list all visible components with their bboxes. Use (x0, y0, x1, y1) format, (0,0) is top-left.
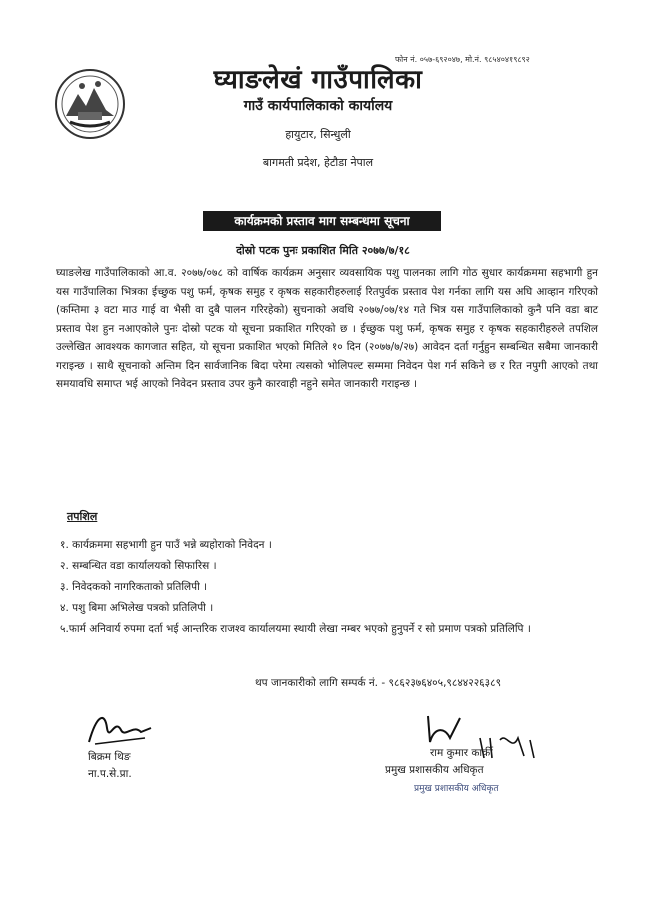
left-signer-title: ना.प.से.प्रा. (88, 768, 132, 780)
nepal-emblem-logo (52, 66, 128, 140)
list-item: १. कार्यक्रममा सहभागी हुन पाउँ भन्ने ब्यहोराको निवेदन । (60, 539, 272, 551)
contact-numbers: फोन नं. ०५७-६९२०४७, मो.नं. ९८५४०४१९८९२ (395, 55, 530, 64)
notice-body: घ्याङलेख गाउँपालिकाको आ.व. २०७७/०७८ को वार्षिक कार्यक्रम अनुसार व्यवसायिक पशु पालनका लागि गोठ सुधार कार्यक्रममा सहभागी हुन यस गाउँपालिका भित्रका ईच्छुक पशु फर्म, कृषक समुह र कृषक सहकारीहरुलाई रितपुर्वक प्रस्ताव पेश गर्नका लागि यस अघि आव्हान गरिएको (कम्तिमा ३ वटा माउ गाई वा भैसी वा दुबै पालन गरिरहेको) सुचनाको अवधि २०७७/०७/१४ गते भित्र यस गाउँपालिकाको कुनै पनि वडा बाट प्रस्ताव पेश हुन नआएकोले पुनः दोस्रो पटक यो सूचना प्रकाशित गरिएको छ । ईच्छुक पशु फर्म, कृषक समुह र कृषक सहकारीहरुले तपशिल उल्लेखित आवश्यक कागजात सहित, यो सूचना प्रकाशित भएको मितिले १० दिन (२०७७/७/२७) आवेदन दर्ता गर्नुहुन सम्बन्धित सबैमा जानकारी गराइन्छ । साथै सूचनाको अन्तिम दिन सार्वजानिक बिदा परेमा त्यसको भोलिपल्ट सम्ममा निवेदन पेश गर्न सकिने छ र रित नपुगी आएको तथा समयावधि समाप्त भई आएको निवेदन प्रस्ताव उपर कुनै कारवाही नहुने समेत जानकारी गराइन्छ । (56, 267, 598, 390)
list-item: ३. निवेदकको नागरिकताको प्रतिलिपी । (60, 581, 208, 593)
office-address: हायुटार, सिन्धुली (285, 128, 351, 141)
office-province: बागमती प्रदेश, हेटौडा नेपाल (262, 156, 374, 169)
left-signature (85, 708, 155, 748)
left-signer-name: बिक्रम थिङ (88, 751, 131, 763)
republish-date: दोस्रो पटक पुनः प्रकाशित मिति २०७७/७/१८ (236, 244, 410, 257)
details-list (60, 535, 600, 640)
right-signer-name: राम कुमार कार्की (430, 747, 493, 759)
office-subtitle: गाउँ कार्यपालिकाको कार्यालय (243, 98, 393, 114)
list-item: ४. पशु बिमा अभिलेख पत्रको प्रतिलिपी । (60, 602, 214, 614)
official-stamp: प्रमुख प्रशासकीय अधिकृत (414, 784, 499, 794)
right-signer-title: प्रमुख प्रशासकीय अधिकृत (385, 764, 484, 776)
list-item: २. सम्बन्धित वडा कार्यालयको सिफारिस । (60, 560, 217, 572)
office-name: घ्याङलेखं गाउँपालिका (213, 65, 423, 95)
contact-line: थप जानकारीको लागि सम्पर्क नं. - ९८६२३७६४०५,९८४४२२६३८९ (254, 677, 502, 689)
list-item: ५.फार्म अनिवार्य रुपमा दर्ता भई आन्तरिक राजश्व कार्यालयमा स्थायी लेखा नम्बर भएको हुनुपर्ने र सो प्रमाण पत्रको प्रतिलिपि । (60, 623, 531, 635)
details-heading: तपशिल (67, 510, 98, 523)
notice-title: कार्यक्रमको प्रस्ताव माग सम्बन्धमा सूचना (203, 211, 441, 231)
